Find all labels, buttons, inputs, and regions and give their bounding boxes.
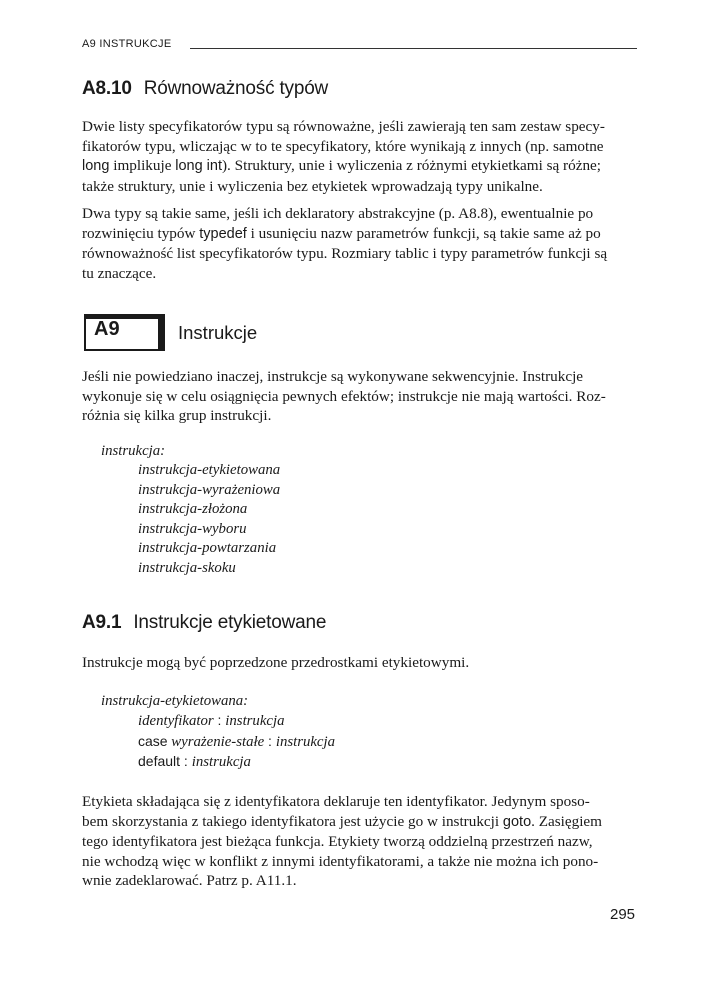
paragraph-a8-10-2 <box>82 204 638 283</box>
keyword-case: case <box>138 732 168 749</box>
grammar-head-etykietowana: instrukcja-etykietowana: <box>101 693 249 709</box>
paragraph-a8-10-1 <box>82 117 638 196</box>
keyword-long: long <box>82 158 110 175</box>
header-rule <box>190 48 637 49</box>
text-line: Dwa typy są takie same, jeśli ich deklaratory abstrakcyjne (p. A8.8), ewentualnie po <box>82 205 594 222</box>
grammar-rule-case: case wyrażenie-stałe : instrukcja <box>138 732 336 750</box>
section-heading-a8-10 <box>82 78 328 100</box>
grammar-item: instrukcja-powtarzania <box>138 540 277 557</box>
text-line: Etykieta składająca się z identyfikatora deklaruje ten identyfikator. Jedynym sposo- <box>82 793 590 810</box>
text-line: Dwie listy specyfikatorów typu są równoważne, jeśli zawierają ten sam zestaw specy- <box>82 118 605 135</box>
text-line: bem skorzystania z takiego identyfikatora jest użycie go w instrukcji goto. Zasięgiem <box>82 812 602 830</box>
chapter-number: A9 <box>94 318 120 340</box>
chapter-title: Instrukcje <box>178 322 258 343</box>
keyword-typedef: typedef <box>199 225 247 242</box>
grammar-item: instrukcja-wyboru <box>138 520 247 537</box>
page-number: 295 <box>610 906 636 923</box>
section-heading-a9-1 <box>82 612 326 634</box>
text-line: fikatorów typu, wliczając w to te specyfikatory, które wynikają z innych (np. samotne <box>82 137 604 155</box>
text-line: long implikuje long int). Struktury, unie i wyliczenia z różnymi etykietkami są różne; <box>82 157 602 175</box>
text-line: Jeśli nie powiedziano inaczej, instrukcje są wykonywane sekwencyjnie. Instrukcje <box>82 368 584 385</box>
paragraph-a9-1 <box>82 367 638 426</box>
text-line: Instrukcje mogą być poprzedzone przedrostkami etykietowymi. <box>82 654 470 671</box>
running-head: A9 INSTRUKCJE <box>82 38 172 50</box>
grammar-item: instrukcja-skoku <box>138 559 236 576</box>
section-title: Instrukcje etykietowane <box>133 612 327 633</box>
grammar-item: instrukcja-wyrażeniowa <box>138 481 281 498</box>
text-line: rozwinięciu typów typedef i usunięciu nazw parametrów funkcji, są takie same aż po <box>82 224 601 242</box>
paragraph-a9-1-2 <box>82 792 638 891</box>
grammar-rules <box>138 711 335 773</box>
text-line: wykonuje się w celu osiągnięcia pewnych efektów; instrukcje nie mają wartości. Roz- <box>82 387 606 405</box>
keyword-default: default <box>138 753 181 770</box>
grammar-item: instrukcja-złożona <box>138 501 248 518</box>
text-line: nie wchodzą więc w konflikt z innymi identyfikatorami, a także nie można ich pono- <box>82 852 599 870</box>
text-line: także struktury, unie i wyliczenia bez etykietek wprowadzają typy unikalne. <box>82 177 543 195</box>
text-line: wnie zadeklarować. Patrz p. A11.1. <box>82 872 297 890</box>
text-line: tu znaczące. <box>82 264 157 282</box>
section-title: Równoważność typów <box>143 78 329 99</box>
grammar-rule-identifier: identyfikator : instrukcja <box>138 712 285 729</box>
section-number: A9.1 <box>82 612 122 633</box>
text-line: różnia się kilka grup instrukcji. <box>82 407 272 425</box>
grammar-list <box>138 461 280 579</box>
section-number: A8.10 <box>82 78 132 99</box>
paragraph-a9-1-intro <box>82 653 638 673</box>
keyword-long-int: long int <box>175 158 222 175</box>
keyword-goto: goto <box>502 813 532 830</box>
grammar-rule-default: default : instrukcja <box>138 753 251 771</box>
grammar-head-instrukcja: instrukcja: <box>101 443 166 459</box>
text-line: tego identyfikatora jest bieżąca funkcja. Etykiety tworzą oddzielną przestrzeń nazw, <box>82 833 593 851</box>
text-line: równoważność list specyfikatorów typu. Rozmiary tablic i typy parametrów funkcji są <box>82 245 608 263</box>
grammar-item: instrukcja-etykietowana <box>138 462 281 478</box>
